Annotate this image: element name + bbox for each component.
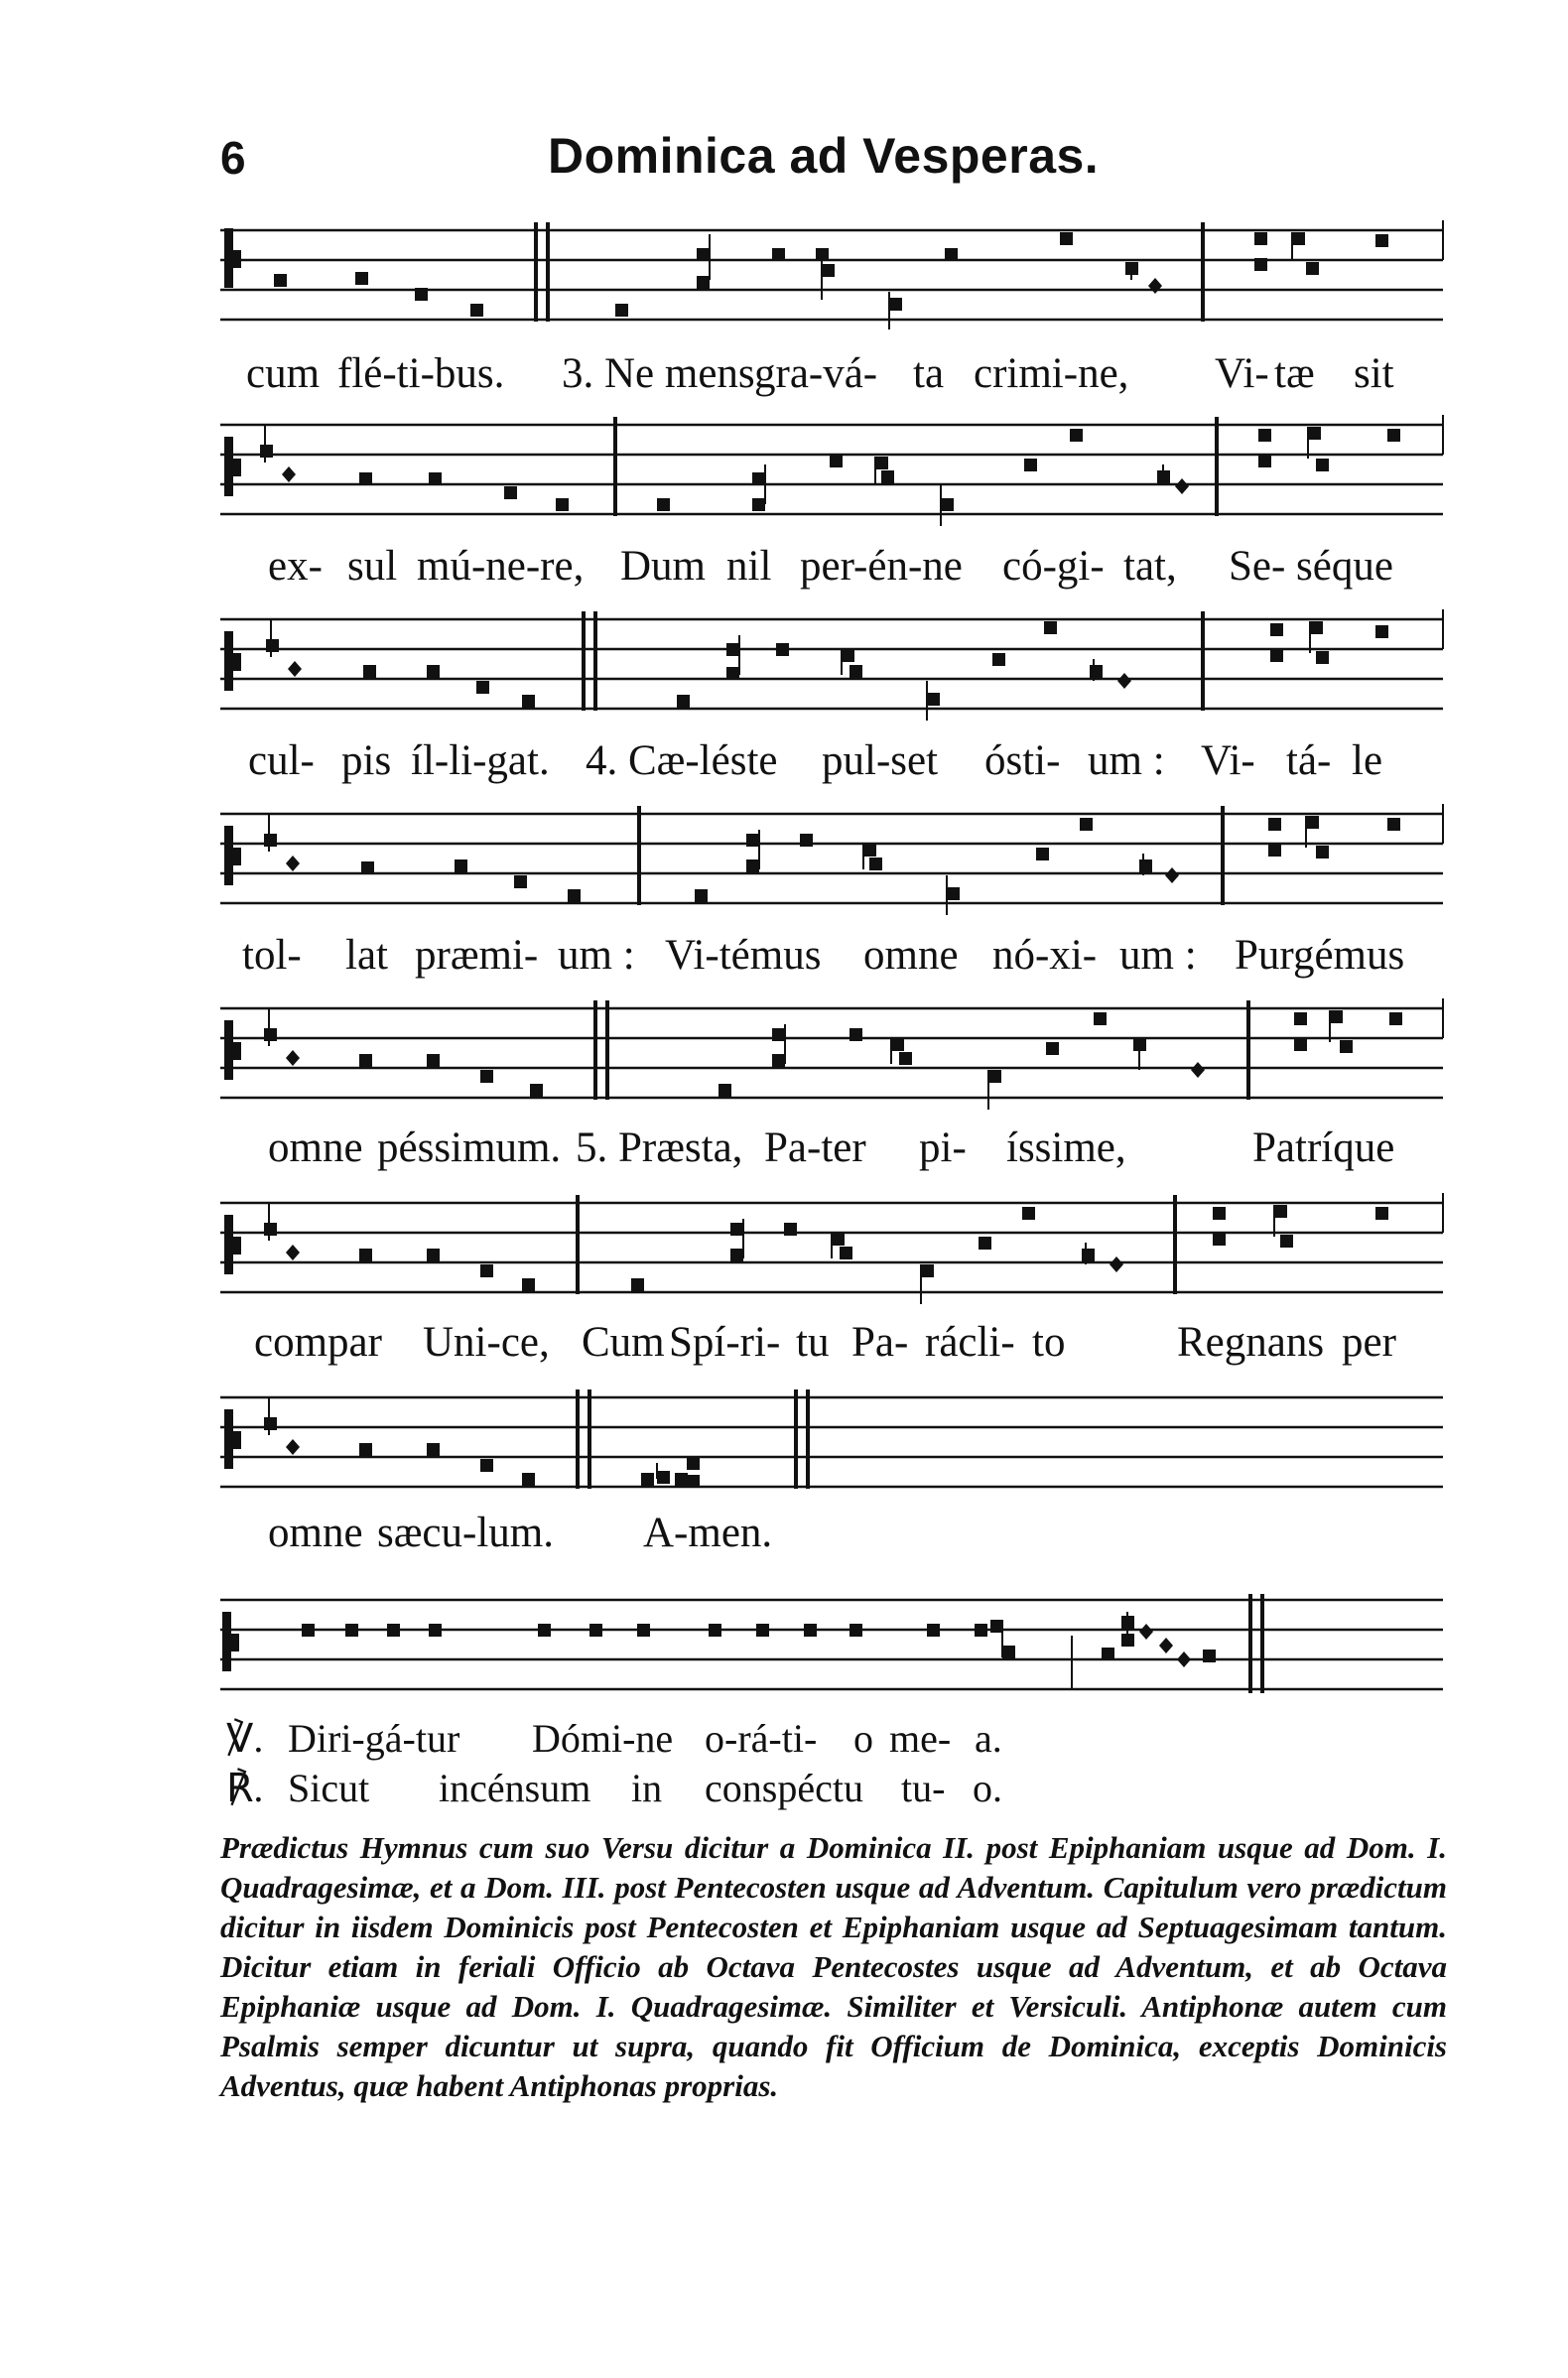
syllable: Vi-témus <box>665 932 822 979</box>
syllable: pi- <box>919 1124 967 1171</box>
syllable: incénsum <box>439 1766 591 1810</box>
syllable: nó-xi- <box>992 932 1098 979</box>
staff-line-6 <box>220 1193 1443 1322</box>
syllable: tu <box>796 1319 830 1366</box>
syllable: Diri-gá-tur <box>288 1716 460 1761</box>
syllable: tu- <box>901 1766 946 1810</box>
syllable: omne <box>268 1510 363 1556</box>
syllable: in <box>631 1766 663 1810</box>
syllable: conspéctu <box>705 1766 863 1810</box>
syllable: Vi- <box>1201 737 1255 784</box>
syllable: gra-vá- <box>754 350 878 397</box>
syllable: præmi- <box>415 932 539 979</box>
syllable: tá- <box>1286 737 1332 784</box>
syllable: 4. Cæ-léste <box>586 737 778 784</box>
syllable: Vi- <box>1215 350 1269 397</box>
syllable: sul <box>347 543 398 590</box>
page-number: 6 <box>220 132 246 184</box>
syllable: Pa-ter <box>764 1124 866 1171</box>
syllable: ta <box>913 350 945 397</box>
syllable: me- <box>889 1716 952 1761</box>
syllable: pis <box>341 737 392 784</box>
syllable: pul-set <box>822 737 939 784</box>
syllable: mú-ne-re, <box>417 543 585 590</box>
lyric-line-3 <box>248 736 1383 796</box>
syllable: le <box>1352 737 1383 784</box>
syllable: um : <box>1119 932 1197 979</box>
syllable: sæcu-lum. <box>377 1510 554 1556</box>
syllable: o. <box>973 1766 1002 1810</box>
syllable: to <box>1032 1319 1066 1366</box>
syllable: rácli- <box>925 1319 1015 1366</box>
staff-line-7 <box>220 1387 1443 1517</box>
syllable: Patríque <box>1252 1124 1395 1171</box>
syllable: cum <box>246 350 321 397</box>
staff-line-1 <box>220 220 1443 349</box>
syllable: omne <box>863 932 959 979</box>
syllable: íl-li-gat. <box>411 737 550 784</box>
syllable: íssime, <box>1006 1124 1126 1171</box>
syllable: péssimum. <box>377 1124 562 1171</box>
syllable: um : <box>1088 737 1165 784</box>
response-sign: ℟. <box>226 1766 264 1810</box>
lyric-line-2 <box>268 542 1393 601</box>
syllable: compar <box>254 1319 382 1366</box>
syllable: nil <box>726 543 772 590</box>
syllable: o-rá-ti- <box>705 1716 818 1761</box>
syllable: Purgémus <box>1235 932 1405 979</box>
syllable: tat, <box>1123 543 1177 590</box>
staff-line-4 <box>220 804 1443 933</box>
syllable: a. <box>975 1716 1002 1761</box>
syllable: Cum <box>582 1319 665 1366</box>
versicle-sign: ℣. <box>226 1716 264 1761</box>
syllable: Pa- <box>851 1319 909 1366</box>
syllable: séque <box>1296 543 1393 590</box>
syllable: 3. Ne mens <box>562 350 755 397</box>
syllable: flé-ti-bus. <box>337 350 505 397</box>
syllable: tæ <box>1274 350 1315 397</box>
syllable: Uni-ce, <box>423 1319 550 1366</box>
lyric-line-7 <box>268 1509 773 1568</box>
lyric-line-4 <box>242 931 1405 991</box>
syllable: per <box>1342 1319 1396 1366</box>
syllable: ex- <box>268 543 323 590</box>
syllable: Se- <box>1229 543 1286 590</box>
rubric-text: Prædictus Hymnus cum suo Versu dicitur a Dominica II. post Epiphaniam usque ad Dom. I. Quadragesimæ, et a Dom. III. post Pentecosten usque ad Adventum. Capitulum vero prædictum dicitur in iisdem Dominicis post Pentecosten et Epiphaniam usque ad Septuagesimam tantum. Dicitur etiam in feriali Officio ab Octava Pentecostes usque ad Adventum, et ab Octava Epiphaniæ usque ad Dom. I. Quadragesimæ. Similiter et Versiculi. Antiphonæ autem cum Psalmis semper dicuntur ut supra, quando fit Officium de Dominica, exceptis Dominicis Adventus, quæ habent Antiphonas proprias. <box>220 1830 1447 2103</box>
syllable: omne <box>268 1124 363 1171</box>
syllable: Regnans <box>1177 1319 1325 1366</box>
staff-line-5 <box>220 998 1443 1127</box>
lyric-line-1 <box>246 349 1394 409</box>
syllable: tol- <box>242 932 302 979</box>
syllable: sit <box>1354 350 1394 397</box>
syllable: lat <box>345 932 388 979</box>
rubric-paragraph <box>220 1828 1447 2106</box>
lyric-line-5 <box>268 1123 1395 1183</box>
syllable: A-men. <box>643 1510 773 1556</box>
lyric-line-6 <box>254 1318 1396 1378</box>
syllable: có-gi- <box>1002 543 1105 590</box>
syllable: Dum <box>620 543 706 590</box>
staff-line-3 <box>220 609 1443 738</box>
staff-line-2 <box>220 415 1443 544</box>
running-title: Dominica ad Vesperas. <box>548 128 1100 184</box>
syllable: Spí-ri- <box>669 1319 781 1366</box>
syllable: per-én-ne <box>800 543 963 590</box>
staff-line-versicle <box>220 1592 1443 1721</box>
syllable: Dómi-ne <box>532 1716 674 1761</box>
syllable: crimi-ne, <box>974 350 1129 397</box>
syllable: ósti- <box>984 737 1061 784</box>
syllable: 5. Præsta, <box>576 1124 743 1171</box>
syllable: Sicut <box>288 1766 370 1810</box>
syllable: o <box>853 1716 873 1761</box>
syllable: um : <box>558 932 635 979</box>
syllable: cul- <box>248 737 315 784</box>
